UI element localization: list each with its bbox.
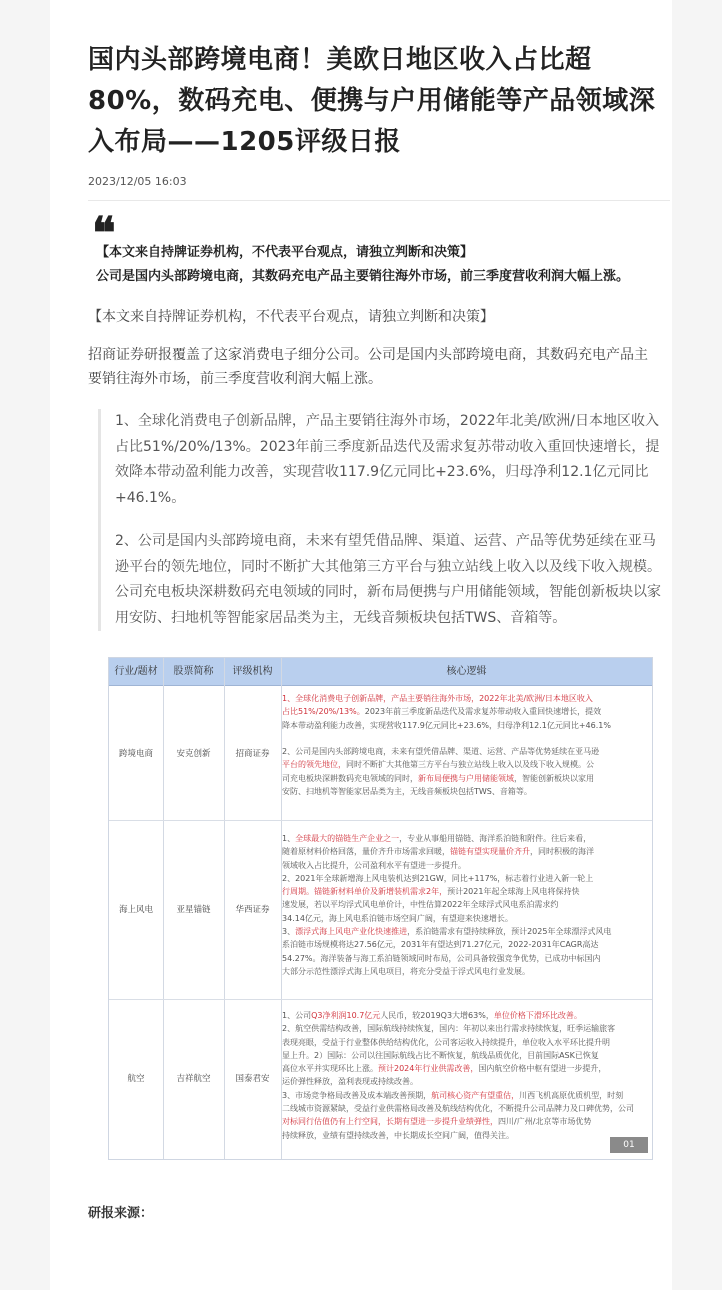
header-agency: 评级机构 (232, 666, 273, 677)
logic-text: 高位水平并实现环比上涨。 (282, 1064, 378, 1074)
logic-line (282, 912, 648, 925)
publish-date: 2023/12/05 16:03 (88, 175, 187, 188)
quote-summary: 公司是国内头部跨境电商，其数码充电产品主要销往海外市场，前三季度营收利润大幅上涨。 (96, 269, 630, 284)
logic-line (282, 745, 648, 758)
summary-quote (88, 208, 660, 289)
header-logic: 核心逻辑 (446, 666, 487, 677)
logic-line (282, 845, 648, 858)
logic-text: 川西飞机高原优质机型，时刻 (519, 1090, 624, 1100)
logic-line (282, 938, 648, 951)
logic-text: ，智能创新板块以家用 (514, 773, 594, 783)
highlight-text: 漂浮式海上风电产业化快速推进 (295, 927, 408, 937)
row-divider (109, 999, 652, 1000)
highlight-text: 平台的领先地位， (282, 760, 346, 770)
cell-agency: 招商证券 (235, 749, 270, 759)
intro-paragraph: 招商证券研报覆盖了这家消费电子细分公司。公司是国内头部跨境电商，其数码充电产品主要销往海外市场，前三季度营收利润大幅上涨。 (88, 347, 648, 387)
logic-line (282, 1129, 648, 1142)
highlight-text: 预计2024年行业供需改善， (378, 1064, 479, 1074)
logic-line (282, 832, 648, 845)
logic-text: 运价弹性释放，盈利表现或持续改善。 (282, 1077, 418, 1087)
logic-text: 安防、扫地机等智能家居品类为主，无线音频板块包括TWS、音箱等。 (282, 787, 532, 797)
highlight-text: 1、全球化消费电子创新品牌，产品主要销往海外市场，2022年北美/欧洲/日本地区收入 (282, 694, 593, 703)
logic-line (282, 1089, 648, 1102)
logic-line (282, 719, 648, 732)
logic-text: 显上升。2）国际：公司以往国际航线占比不断恢复，航线品质优化，目前国际ASK已恢复 (282, 1050, 599, 1060)
logic-text: 人民币，较2019Q3大增63%， (380, 1011, 494, 1020)
logic-line (282, 1115, 648, 1128)
cell-logic (282, 1009, 648, 1142)
quote-disclaimer: 【本文来自持牌证券机构，不代表平台观点，请独立判断和决策】 (96, 245, 474, 260)
highlight-text: 对标同行估值仍有上行空间， (282, 1117, 386, 1127)
highlight-text: 长期有望进一步提升业绩弹性， (386, 1117, 498, 1127)
key-points-block (98, 409, 663, 631)
logic-text: 大部分示范性漂浮式海上风电项目，将充分受益于浮式风电行业发展。 (282, 966, 530, 976)
logic-line (282, 692, 648, 705)
logic-line (282, 732, 648, 745)
article-title: 国内头部跨境电商！美欧日地区收入占比超80%，数码充电、便携与户用储能等产品领域深入布局——1205评级日报 (88, 45, 656, 157)
logic-text: 2、公司是国内头部跨境电商， (282, 747, 392, 757)
highlight-text: Q3净利润10.7亿元 (311, 1011, 381, 1020)
logic-text: 四川/广州/北京等市场优势 (498, 1117, 592, 1127)
logic-text: 3、市场竞争格局改善及成本端改善预期， (282, 1090, 432, 1100)
logic-line (282, 859, 648, 872)
logic-text: 同时不断扩大其他第三方平台与独立站线上收入以及线下收入规模。公 (346, 760, 594, 770)
logic-line (282, 872, 648, 885)
logic-text: 1、公司 (282, 1011, 312, 1020)
logic-text: 领域收入占比提升，公司盈利水平有望进一步提升。 (282, 860, 466, 870)
logic-text: 1、 (282, 834, 296, 843)
cell-stock: 安克创新 (176, 749, 211, 759)
logic-text: ，同时积极的海洋 (530, 847, 594, 857)
logic-line (282, 1049, 648, 1062)
logic-text: 速发展，若以平均浮式风电单价计，中性估算2022年全球浮式风电系泊需求约 (282, 900, 559, 910)
logic-line (282, 1102, 648, 1115)
highlight-text: 锚链新材料单价及新增装机需求2年， (314, 887, 448, 897)
cell-agency: 国泰君安 (235, 1074, 270, 1084)
cell-stock: 吉祥航空 (176, 1074, 211, 1084)
logic-text: 2、航空供需结构改善，国际航线持续恢复，国内：年初以来出行需求持续恢复，旺季运输旅客 (282, 1024, 616, 1034)
page-badge: 01 (610, 1137, 648, 1153)
highlight-text: 行周期。 (282, 887, 314, 897)
highlight-text: 占比51%/20%/13%。 (282, 707, 365, 717)
header-industry: 行业/题材 (114, 666, 158, 677)
logic-line (282, 898, 648, 911)
row-divider (109, 820, 652, 821)
cell-industry: 海上风电 (118, 905, 153, 915)
logic-text: 54.27%。海洋装备与海工系泊链领域同时布局，公司具备较强竞争优势，已成功中标国内 (282, 953, 601, 963)
logic-line (282, 785, 648, 798)
logic-line (282, 1022, 648, 1035)
divider (88, 200, 670, 201)
source-label: 研报来源： (88, 1206, 154, 1221)
logic-text: ，专业从事船用锚链、海洋系泊链和附件。往后来看， (399, 834, 592, 843)
highlight-text: 单位价格下滑环比改善。 (493, 1011, 582, 1020)
logic-text: 2、2021年全球新增海上风电装机达到21GW，同比+117%，标志着行业进入新一轮上 (282, 873, 594, 883)
logic-text: 表现亮眼，受益于行业整体供给结构优化，公司客运收入持续提升，单位收入水平环比提升明 (282, 1037, 610, 1047)
page-gutter-left (0, 0, 50, 1290)
logic-line (282, 758, 648, 771)
logic-text: ，系泊链需求有望持续释放，预计2025年全球漂浮式风电 (407, 927, 612, 937)
logic-text: 预计2021年起全球海上风电将保持快 (447, 887, 580, 897)
logic-line (282, 705, 648, 718)
cell-industry: 航空 (127, 1074, 145, 1084)
logic-text: 2023年前三季度新品迭代及需求复苏带动收入重回快速增长，提效 (364, 707, 602, 717)
quote-icon: ❝ (92, 208, 116, 259)
logic-text: 随着原材料价格回落，量价齐升市场需求回暖， (282, 847, 450, 857)
article (88, 40, 660, 1160)
logic-line (282, 1075, 648, 1088)
page-gutter-right (672, 0, 722, 1290)
cell-industry: 跨境电商 (118, 749, 153, 759)
logic-text: 司充电板块深耕数码充电领域的同时， (282, 773, 418, 783)
rating-table-image (108, 657, 653, 1160)
cell-logic (282, 692, 648, 798)
logic-text: 系泊链市场规模将达27.56亿元，2031年有望达到71.27亿元，2022-2031年CAGR高达 (282, 940, 599, 950)
cell-stock: 亚星锚链 (176, 905, 211, 915)
logic-line (282, 965, 648, 978)
highlight-text: 全球最大的锚链生产企业之一 (295, 834, 400, 843)
logic-line (282, 885, 648, 898)
cell-logic (282, 832, 648, 978)
header-stock: 股票简称 (173, 666, 214, 677)
logic-line (282, 925, 648, 938)
logic-line (282, 1009, 648, 1022)
highlight-text: 新布局便携与户用储能领域 (418, 773, 514, 783)
cell-agency: 华西证券 (235, 905, 270, 915)
table-header (109, 658, 652, 686)
logic-text: 3、 (282, 927, 296, 937)
highlight-text: 航司核心资产有望重估， (431, 1090, 520, 1100)
logic-text: 34.14亿元，海上风电系泊链市场空间广阔，有望迎来快速增长。 (282, 913, 513, 923)
logic-line (282, 952, 648, 965)
key-point-1: 1、全球化消费电子创新品牌，产品主要销往海外市场，2022年北美/欧洲/日本地区收入占比51%/20%/13%。2023年前三季度新品迭代及需求复苏带动收入重回快速增长，提效降本带动盈利能力改善，实现营收117.9亿元同比+23.6%，归母净利12.1亿元同比+46.1%。 (115, 413, 660, 506)
logic-text: 降本带动盈利能力改善，实现营收117.9亿元同比+23.6%，归母净利12.1亿元同比+46.1% (282, 720, 611, 730)
logic-text: 国内航空价格中枢有望进一步提升， (478, 1064, 607, 1074)
logic-line (282, 772, 648, 785)
logic-line (282, 1036, 648, 1049)
disclaimer: 【本文来自持牌证券机构，不代表平台观点，请独立判断和决策】 (88, 309, 494, 325)
logic-text: 持续释放，业绩有望持续改善，中长期成长空间广阔，值得关注。 (282, 1130, 514, 1140)
logic-text: 二线城市资源紧缺，受益行业供需格局改善及航线结构优化，不断提升公司品牌力及口碑优势，公司 (282, 1104, 634, 1114)
logic-text: 未来有望凭借品牌、渠道、运营、产品等优势延续在亚马逊 (391, 747, 600, 757)
key-point-2: 2、公司是国内头部跨境电商，未来有望凭借品牌、渠道、运营、产品等优势延续在亚马逊平台的领先地位，同时不断扩大其他第三方平台与独立站线上收入以及线下收入规模。公司充电板块深耕数码充电领域的同时，新布局便携与户用储能领域，智能创新板块以家用安防、扫地机等智能家居品类为主，无线音频板块包括TWS、音箱等。 (115, 533, 661, 626)
logic-line (282, 1062, 648, 1075)
highlight-text: 锚链有望实现量价齐升 (450, 847, 530, 857)
